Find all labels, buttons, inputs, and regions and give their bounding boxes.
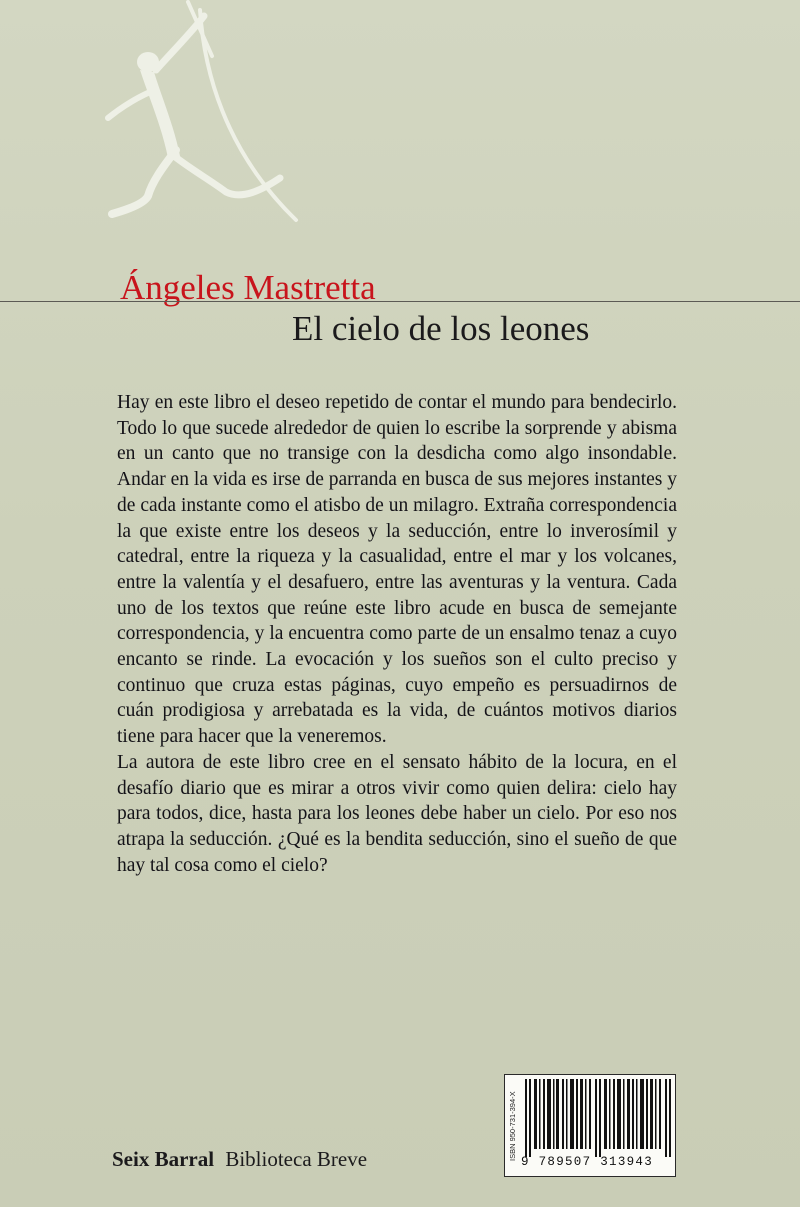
collection-name: Biblioteca Breve bbox=[225, 1147, 368, 1171]
blurb-paragraph: Hay en este libro el deseo repetido de contar el mundo para bendecirlo. Todo lo que sucede alrededor de quien lo escribe la sorprende y abisma en un canto que no transige con la desdicha como algo insondable. Andar en la vida es irse de parranda en busca de sus mejores instantes y de cada instante como el atisbo de un milagro. Extraña correspondencia la que existe entre los deseos y la seducción, entre lo inverosímil y catedral, entre la riqueza y la casualidad, entre el mar y los volcanes, entre la valentía y el desafuero, entre las aventuras y la ventura. Cada uno de los textos que reúne este libro acude en busca de semejante correspondencia, y la encuentra como parte de un ensalmo tenaz a cuyo encanto se rinde. La evocación y los sueños son el culto preciso y continuo que cruza estas páginas, cuyo empeño es persuadirnos de cuán prodigiosa y arrebatada es la vida, de cuántos motivos diarios tiene para hacer que la veneremos. bbox=[117, 392, 677, 748]
author-name: Ángeles Mastretta bbox=[120, 268, 376, 307]
barcode-bars bbox=[525, 1079, 673, 1157]
blurb-text bbox=[117, 390, 677, 878]
blurb-paragraph: La autora de este libro cree en el sensato hábito de la locura, en el desafío diario que es mirar a otros vivir como quien delira: cielo hay para todos, dice, hasta para los leones debe haber un cielo. Por eso nos atrapa la seducción. ¿Qué es la bendita seducción, sino el sueño de que hay tal cosa como el cielo? bbox=[117, 751, 677, 876]
publisher-name: Seix Barral bbox=[112, 1147, 215, 1171]
isbn-barcode bbox=[504, 1074, 676, 1177]
divider-line bbox=[0, 301, 800, 302]
cave-painting-archer-figure-icon bbox=[92, 0, 322, 240]
publisher-imprint bbox=[112, 1147, 367, 1172]
book-title: El cielo de los leones bbox=[292, 309, 590, 348]
isbn-label: ISBN 950-731-394-X bbox=[508, 1091, 517, 1162]
barcode-digits: 9 789507 313943 bbox=[521, 1155, 654, 1169]
